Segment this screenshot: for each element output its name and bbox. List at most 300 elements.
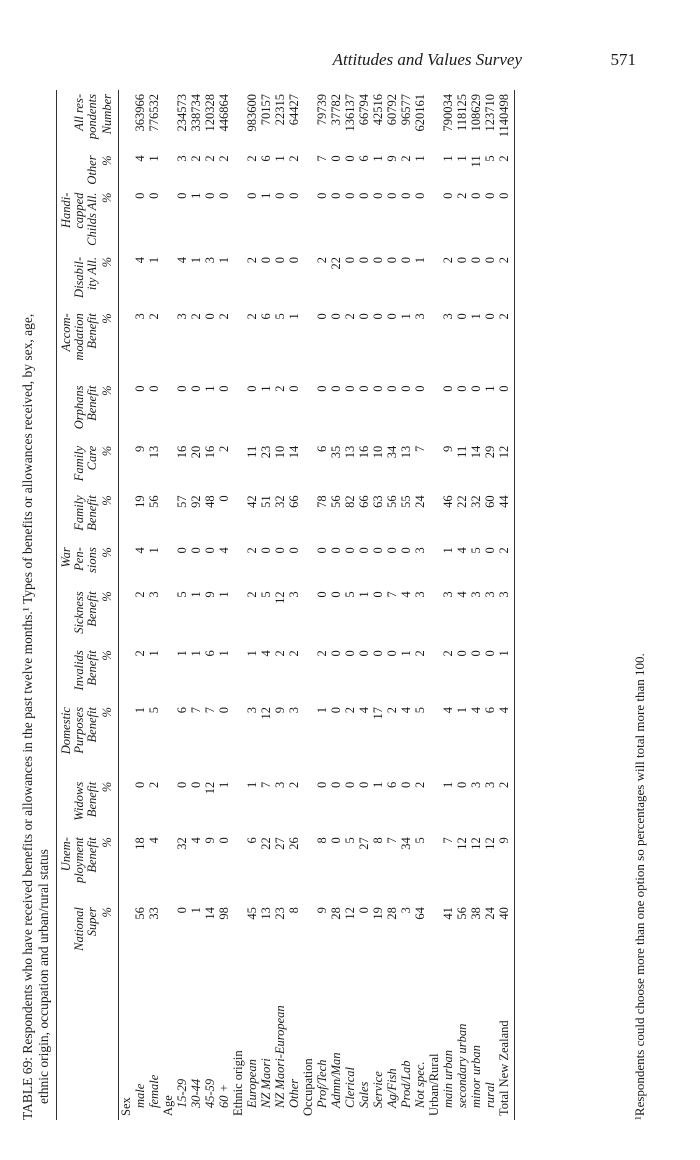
- table-cell: 2: [385, 707, 399, 714]
- table-cell: 2: [287, 650, 301, 657]
- row-label: Age: [161, 1095, 175, 1116]
- table-cell: 0: [343, 547, 357, 554]
- row-label: Not spec.: [413, 1061, 427, 1108]
- table-cell: 0: [385, 192, 399, 199]
- table-cell: 0: [497, 381, 515, 441]
- row-label: Sales: [357, 1081, 371, 1108]
- table-cell: [119, 703, 134, 778]
- footnote: ¹Respondents could choose more than one option so percentages will total more than 100.: [632, 653, 647, 1120]
- table-cell: 0: [469, 192, 483, 199]
- table-cell: 11: [469, 155, 483, 168]
- table-cell: 0: [203, 547, 217, 554]
- table-cell: 22315: [273, 94, 287, 126]
- table-cell: 0: [133, 781, 147, 789]
- table-cell: 0: [287, 547, 301, 554]
- row-label: Prod/Lab: [399, 1060, 413, 1108]
- table-caption-line2: ethnic origin, occupation and urban/rural status: [36, 849, 51, 1104]
- row-label: Admn/Man: [329, 1052, 343, 1108]
- table-cell: [301, 253, 315, 309]
- table-cell: 8: [371, 837, 385, 844]
- table-cell: [231, 309, 245, 381]
- column-unit: %: [101, 491, 119, 543]
- table-cell: 66: [287, 495, 301, 508]
- table-cell: [119, 543, 134, 587]
- table-cell: 5: [413, 707, 427, 714]
- table-cell: 24: [413, 495, 427, 508]
- table-cell: 2: [287, 781, 301, 789]
- column-header: Disabil-ity All.: [57, 253, 102, 309]
- table-cell: [427, 381, 441, 441]
- table-cell: 0: [133, 192, 147, 199]
- table-cell: 0: [455, 256, 469, 264]
- table-cell: 66: [357, 495, 371, 508]
- table-cell: [231, 903, 245, 962]
- table-cell: 1: [455, 155, 469, 162]
- table-cell: 3: [273, 781, 287, 789]
- row-label: minor urban: [469, 1045, 483, 1108]
- table-cell: 2: [273, 385, 287, 392]
- row-label: rural: [483, 1082, 497, 1108]
- table-cell: 14: [287, 445, 301, 459]
- table-cell: 3: [147, 591, 161, 598]
- table-row: [469, 90, 483, 1120]
- table-cell: [301, 381, 315, 441]
- table-cell: 63: [371, 495, 385, 508]
- column-header: Handi-capped Childs All.: [57, 189, 102, 253]
- table-cell: 790034: [441, 94, 455, 132]
- table-cell: 78: [315, 495, 329, 508]
- table-cell: 0: [357, 192, 371, 199]
- table-cell: 98: [217, 907, 231, 920]
- table-cell: 0: [245, 385, 259, 392]
- table-cell: 1: [399, 313, 413, 320]
- table-cell: 20: [189, 445, 203, 459]
- table-cell: [301, 833, 315, 903]
- table-cell: 92: [189, 495, 203, 508]
- table-cell: 338734: [189, 94, 203, 132]
- table-cell: 2: [343, 707, 357, 714]
- table-cell: 3: [203, 256, 217, 264]
- table-cell: 123710: [483, 94, 497, 132]
- table-cell: 3: [441, 591, 455, 598]
- table-row: [147, 90, 161, 1120]
- table-cell: 7: [385, 837, 399, 844]
- table-caption: [20, 90, 52, 1120]
- row-label: European: [245, 1059, 259, 1108]
- table-row: [189, 90, 203, 1120]
- table-cell: 2: [441, 256, 455, 264]
- table-cell: 1: [497, 646, 515, 703]
- table-cell: 120328: [203, 94, 217, 132]
- table-cell: [119, 90, 134, 151]
- table-cell: 12: [343, 907, 357, 920]
- rotated-table-block: [20, 80, 670, 1120]
- table-cell: 1: [413, 256, 427, 264]
- row-label: Other: [287, 1078, 301, 1108]
- table-cell: 28: [329, 907, 343, 920]
- row-label: 45-59: [203, 1078, 217, 1108]
- table-cell: 0: [455, 650, 469, 657]
- table-cell: 40: [497, 903, 515, 962]
- table-cell: 9: [203, 837, 217, 844]
- row-label: Ag/Fish: [385, 1068, 399, 1108]
- table-cell: 0: [329, 650, 343, 657]
- table-cell: 35: [329, 445, 343, 459]
- table-cell: 1: [133, 707, 147, 714]
- table-cell: 1: [315, 707, 329, 714]
- table-cell: 13: [399, 445, 413, 459]
- group-header-row: [301, 90, 315, 1120]
- table-cell: [161, 189, 175, 253]
- row-label-header: [57, 962, 102, 1120]
- table-cell: 10: [273, 445, 287, 459]
- table-cell: 56: [147, 495, 161, 508]
- table-cell: 0: [371, 650, 385, 657]
- table-cell: 0: [399, 547, 413, 554]
- table-cell: 0: [133, 385, 147, 392]
- row-label: Clerical: [343, 1067, 357, 1108]
- table-cell: [427, 309, 441, 381]
- table-cell: [161, 543, 175, 587]
- table-cell: 4: [133, 155, 147, 162]
- table-cell: 1: [413, 155, 427, 162]
- table-cell: 2: [245, 591, 259, 598]
- table-cell: 38: [469, 907, 483, 920]
- table-cell: [427, 90, 441, 151]
- table-cell: 57: [175, 495, 189, 508]
- table-cell: 0: [483, 650, 497, 657]
- table-cell: 64427: [287, 94, 301, 126]
- table-cell: 0: [329, 547, 343, 554]
- table-cell: 2: [315, 650, 329, 657]
- table-cell: 7: [413, 445, 427, 453]
- table-cell: [161, 151, 175, 188]
- table-cell: 5: [469, 547, 483, 554]
- row-label: Ethnic origin: [231, 1050, 245, 1116]
- table-cell: 2: [245, 155, 259, 162]
- table-cell: 0: [455, 781, 469, 789]
- table-cell: 60: [483, 495, 497, 508]
- row-label: 30-44: [189, 1078, 203, 1108]
- table-cell: [161, 253, 175, 309]
- table-cell: 2: [315, 256, 329, 264]
- table-cell: 16: [175, 445, 189, 459]
- running-title: Attitudes and Values Survey: [332, 50, 522, 69]
- table-cell: 4: [133, 547, 147, 554]
- table-cell: [427, 543, 441, 587]
- table-cell: 2: [455, 192, 469, 199]
- column-unit: %: [101, 587, 119, 646]
- group-header-row: [427, 90, 441, 1120]
- table-cell: 0: [371, 385, 385, 392]
- table-cell: 10: [371, 445, 385, 459]
- table-cell: 2: [413, 781, 427, 789]
- table-cell: 2: [203, 155, 217, 162]
- table-cell: 1: [371, 781, 385, 789]
- table-cell: 1: [189, 591, 203, 598]
- table-cell: 1: [273, 155, 287, 162]
- table-cell: 0: [175, 781, 189, 789]
- table-cell: 2: [245, 313, 259, 320]
- table-cell: 1: [189, 907, 203, 914]
- table-cell: 0: [217, 837, 231, 844]
- table-cell: 3: [413, 547, 427, 554]
- table-cell: 55: [399, 495, 413, 508]
- table-row: [217, 90, 231, 1120]
- table-cell: [427, 646, 441, 703]
- table-cell: 0: [357, 907, 371, 914]
- table-cell: 4: [217, 547, 231, 554]
- table-cell: [231, 703, 245, 778]
- table-cell: 9: [441, 445, 455, 453]
- table-cell: 48: [203, 495, 217, 508]
- table-cell: 0: [385, 650, 399, 657]
- table-cell: 0: [273, 256, 287, 264]
- total-row: [497, 90, 515, 1120]
- table-cell: 3: [287, 591, 301, 598]
- table-cell: [161, 903, 175, 962]
- table-cell: [231, 833, 245, 903]
- table-cell: [301, 189, 315, 253]
- table-cell: 0: [147, 385, 161, 392]
- table-cell: [301, 778, 315, 833]
- row-label: Service: [371, 1071, 385, 1108]
- table-cell: 24: [483, 907, 497, 920]
- table-cell: 0: [203, 313, 217, 320]
- table-cell: 0: [175, 547, 189, 554]
- table-cell: 0: [385, 313, 399, 320]
- table-cell: [161, 442, 175, 492]
- table-cell: 1: [189, 256, 203, 264]
- table-cell: 56: [455, 907, 469, 920]
- table-cell: 0: [357, 547, 371, 554]
- table-cell: 3: [441, 313, 455, 320]
- table-cell: 6: [385, 781, 399, 789]
- table-row: [175, 90, 189, 1120]
- table-cell: 0: [343, 650, 357, 657]
- table-cell: [231, 189, 245, 253]
- table-cell: 0: [259, 547, 273, 554]
- table-cell: 2: [245, 547, 259, 554]
- table-cell: [427, 491, 441, 543]
- table-cell: [301, 587, 315, 646]
- table-cell: 2: [413, 650, 427, 657]
- table-cell: 1: [175, 650, 189, 657]
- table-cell: 12: [203, 781, 217, 795]
- table-cell: 1: [217, 781, 231, 789]
- table-cell: 7: [441, 837, 455, 844]
- column-unit: %: [101, 646, 119, 703]
- table-cell: [231, 253, 245, 309]
- table-cell: 14: [203, 907, 217, 920]
- table-cell: 5: [483, 155, 497, 162]
- table-cell: 16: [357, 445, 371, 459]
- table-cell: [301, 90, 315, 151]
- table-cell: 5: [259, 591, 273, 598]
- table-cell: 1: [217, 650, 231, 657]
- table-cell: 12: [497, 442, 515, 492]
- table-cell: 23: [259, 445, 273, 459]
- table-cell: 5: [343, 591, 357, 598]
- table-cell: 2: [441, 650, 455, 657]
- table-cell: 0: [315, 313, 329, 320]
- table-cell: 0: [399, 781, 413, 789]
- table-cell: 1: [147, 547, 161, 554]
- table-cell: 1: [245, 781, 259, 789]
- column-header: Accom-modation Benefit: [57, 309, 102, 381]
- table-cell: 29: [483, 445, 497, 459]
- table-cell: 8: [287, 907, 301, 914]
- column-header: Orphans Benefit: [57, 381, 102, 441]
- table-cell: 9: [385, 155, 399, 162]
- table-cell: 234573: [175, 94, 189, 132]
- table-cell: [231, 646, 245, 703]
- table-cell: 12: [483, 837, 497, 850]
- table-cell: 1: [203, 385, 217, 392]
- row-label: Occupation: [301, 1058, 315, 1116]
- table-cell: 0: [469, 385, 483, 392]
- table-cell: 0: [357, 650, 371, 657]
- table-cell: 1: [147, 256, 161, 264]
- table-cell: 64: [413, 907, 427, 920]
- table-cell: [119, 587, 134, 646]
- table-cell: [119, 833, 134, 903]
- table-cell: 0: [343, 155, 357, 162]
- table-cell: 1: [189, 650, 203, 657]
- table-cell: 32: [175, 837, 189, 850]
- table-cell: 0: [343, 385, 357, 392]
- table-cell: [161, 833, 175, 903]
- table-cell: 983600: [245, 94, 259, 132]
- table-cell: 3: [245, 707, 259, 714]
- table-cell: 82: [343, 495, 357, 508]
- table-cell: 9: [315, 907, 329, 914]
- column-header: National Super: [57, 903, 102, 962]
- table-cell: 18: [133, 837, 147, 850]
- table-cell: [119, 442, 134, 492]
- table-cell: 42: [245, 495, 259, 508]
- table-cell: 2: [497, 253, 515, 309]
- row-label: secondary urban: [455, 1023, 469, 1108]
- table-cell: 44: [497, 491, 515, 543]
- table-cell: [119, 646, 134, 703]
- table-cell: 2: [497, 778, 515, 833]
- table-cell: 0: [469, 256, 483, 264]
- table-cell: 1: [441, 547, 455, 554]
- table-cell: 23: [273, 907, 287, 920]
- table-cell: 41: [441, 907, 455, 920]
- table-cell: 37782: [329, 94, 343, 126]
- table-cell: 1140498: [497, 90, 515, 151]
- table-cell: 9: [497, 833, 515, 903]
- column-header: Unem-ployment Benefit: [57, 833, 102, 903]
- row-label: Total New Zealand: [497, 962, 515, 1120]
- table-cell: [301, 309, 315, 381]
- table-cell: 12: [455, 837, 469, 850]
- table-cell: 0: [175, 907, 189, 914]
- table-cell: 0: [189, 385, 203, 392]
- table-cell: 2: [399, 155, 413, 162]
- table-cell: 3: [413, 313, 427, 320]
- table-cell: 1: [441, 155, 455, 162]
- table-cell: [161, 491, 175, 543]
- table-cell: 1: [147, 650, 161, 657]
- table-cell: 19: [133, 495, 147, 508]
- table-cell: 0: [287, 385, 301, 392]
- table-cell: 1: [469, 313, 483, 320]
- table-cell: 28: [385, 907, 399, 920]
- table-cell: 17: [371, 707, 385, 720]
- table-row: [133, 90, 147, 1120]
- table-cell: [119, 491, 134, 543]
- table-cell: 2: [273, 650, 287, 657]
- table-cell: 0: [217, 495, 231, 502]
- column-header: Family Benefit: [57, 491, 102, 543]
- table-cell: [427, 903, 441, 962]
- table-cell: [161, 778, 175, 833]
- table-cell: [301, 442, 315, 492]
- column-unit: Number: [101, 90, 119, 151]
- table-cell: 0: [343, 192, 357, 199]
- table-cell: 22: [455, 495, 469, 508]
- table-cell: 0: [441, 192, 455, 199]
- table-cell: 2: [133, 591, 147, 598]
- table-cell: [301, 543, 315, 587]
- row-label: NZ Maori: [259, 1058, 273, 1108]
- table-cell: 6: [483, 707, 497, 714]
- table-cell: 2: [189, 313, 203, 320]
- table-cell: 0: [343, 256, 357, 264]
- table-cell: 7: [189, 707, 203, 714]
- table-cell: 4: [455, 547, 469, 554]
- table-cell: 0: [483, 256, 497, 264]
- table-cell: 2: [133, 650, 147, 657]
- table-cell: 0: [357, 256, 371, 264]
- table-cell: 0: [413, 192, 427, 199]
- table-cell: [427, 253, 441, 309]
- table-cell: 0: [273, 192, 287, 199]
- data-table: [56, 90, 515, 1120]
- table-cell: 5: [273, 313, 287, 320]
- table-cell: 66794: [357, 94, 371, 126]
- table-cell: [231, 587, 245, 646]
- table-row: [287, 90, 301, 1120]
- table-cell: 0: [399, 192, 413, 199]
- table-cell: [427, 778, 441, 833]
- table-cell: 14: [469, 445, 483, 459]
- table-cell: [231, 151, 245, 188]
- page-number: 571: [610, 50, 636, 69]
- table-cell: 2: [497, 151, 515, 188]
- table-cell: 0: [217, 707, 231, 714]
- column-unit: %: [101, 833, 119, 903]
- table-cell: 1: [189, 192, 203, 199]
- table-cell: 6: [203, 650, 217, 657]
- table-cell: 6: [245, 837, 259, 844]
- table-cell: 2: [497, 543, 515, 587]
- table-cell: 4: [497, 703, 515, 778]
- table-cell: [161, 309, 175, 381]
- group-header-row: [119, 90, 134, 1120]
- table-cell: 0: [455, 313, 469, 320]
- table-cell: 0: [329, 313, 343, 320]
- table-cell: 0: [315, 781, 329, 789]
- table-cell: 2: [245, 256, 259, 264]
- table-cell: 12: [469, 837, 483, 850]
- table-cell: 1: [455, 707, 469, 714]
- table-row: [441, 90, 455, 1120]
- table-cell: 2: [147, 781, 161, 789]
